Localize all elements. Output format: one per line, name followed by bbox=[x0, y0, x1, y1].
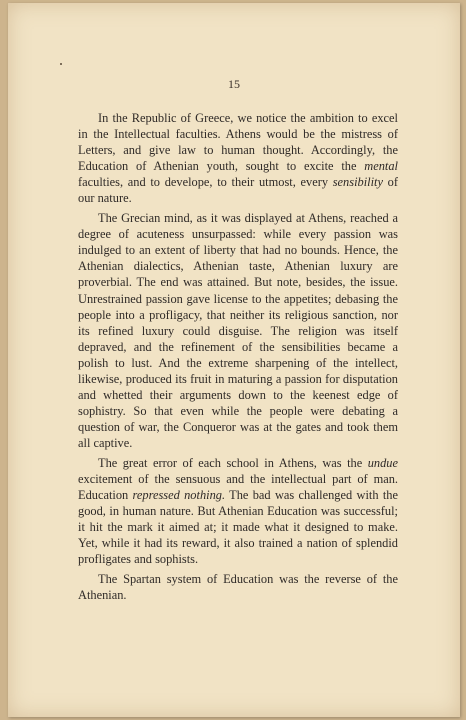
text-segment: In the Republic of Greece, we notice the ambition to excel in the Intellectual faculties. Athens would be the mistress of Letters, and give law to human thought. Accordingly, the Education of Athenian youth, sought to excite the bbox=[78, 111, 398, 174]
book-page bbox=[8, 3, 460, 717]
text-segment: The Spartan system of Education was the reverse of the Athenian. bbox=[78, 572, 398, 603]
text-segment: The Grecian mind, as it was displayed at Athens, reached a degree of acuteness unsurpassed: while every passion was indulged to an extent of liberty that had no bounds. Hence, the Athenian dialectics, Athenian taste, Athenian luxury are proverbial. The end was attained. But note, besides, the issue. Unrestrained passion gave license to the appetites; debasing the people into a profligacy, that neither its religious sanction, nor its refined luxury could disguise. The religion was itself depraved, and the refinement of the sensibilities became a polish to lust. And the extreme sharpening of the intellect, likewise, produced its fruit in maturing a passion for disputation and whetted their arguments down to the keenest edge of sophistry. So that even while the people were debating a question of war, the Conqueror was at the gates and took them all captive. bbox=[78, 211, 398, 450]
body-text bbox=[78, 110, 398, 607]
text-segment: The great error of each school in Athens, was the bbox=[98, 455, 368, 470]
text-segment: excitement of the sensuous and the intellectual part of man. Education bbox=[78, 472, 398, 503]
paragraph-great-error bbox=[78, 455, 398, 567]
italic-repressed-nothing: repressed nothing. bbox=[132, 488, 226, 503]
italic-sensibility: sensibility bbox=[332, 175, 383, 190]
paper-speck bbox=[60, 63, 62, 65]
page-number: 15 bbox=[228, 77, 240, 91]
paragraph-spartan-system bbox=[78, 571, 398, 603]
text-segment: The bad was challenged with the good, in human nature. But Athenian Education was successful; it hit the mark it aimed at; it made what it designed to make. Yet, while it had its reward, it also trained a nation of splendid profligates and sophists. bbox=[78, 488, 398, 567]
paragraph-athenian-ambition bbox=[78, 110, 398, 206]
text-segment: faculties, and to develope, to their utmost, every bbox=[78, 175, 333, 190]
italic-undue: undue bbox=[367, 455, 398, 470]
paragraph-grecian-mind bbox=[78, 210, 398, 451]
text-segment: of our nature. bbox=[78, 175, 399, 206]
italic-mental: mental bbox=[364, 159, 398, 174]
